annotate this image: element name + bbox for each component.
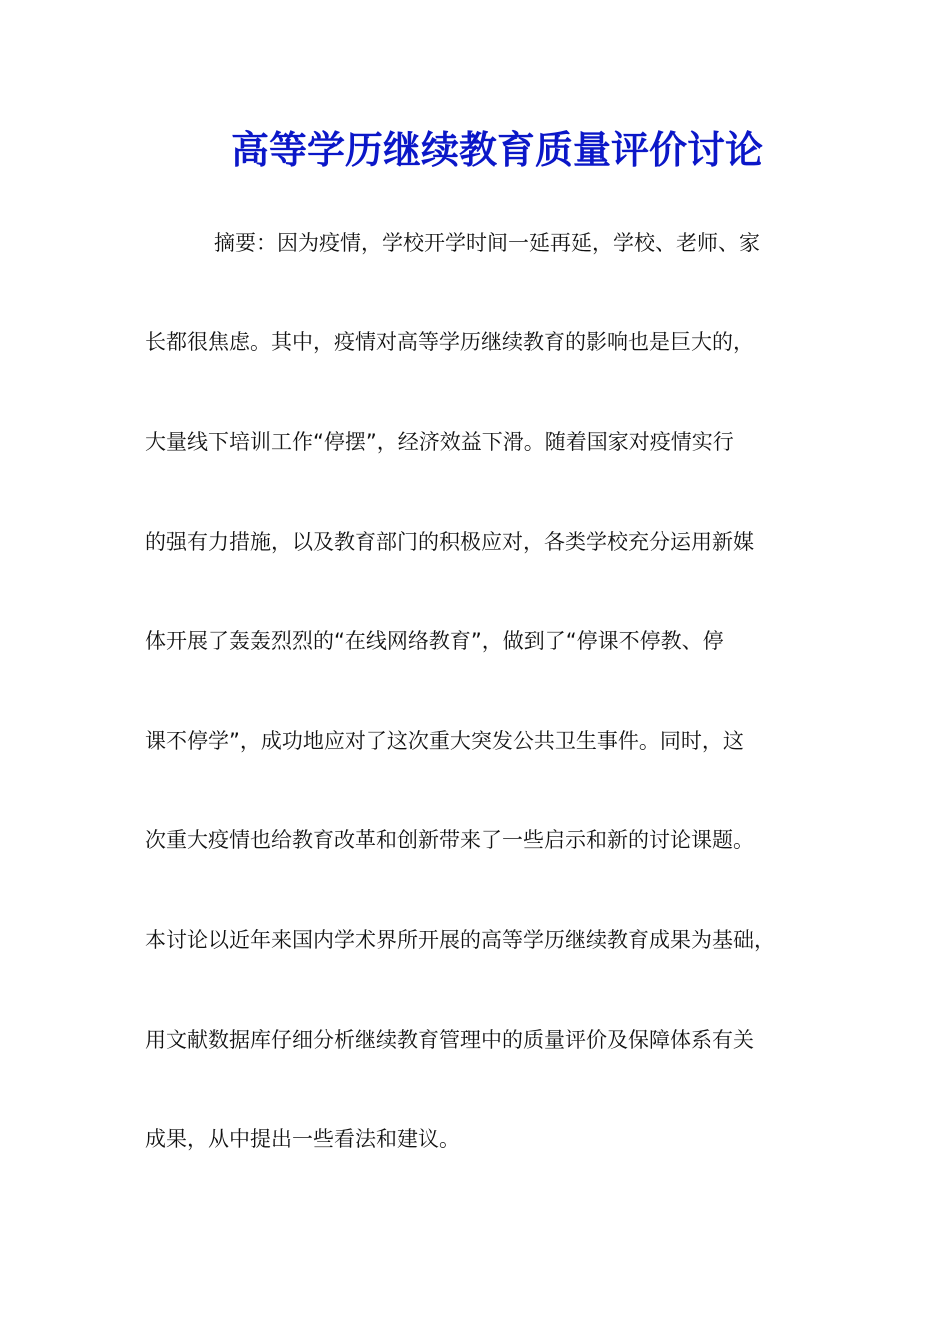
abstract-line: 成果，从中提出一些看法和建议。 [145,1127,460,1151]
abstract-line: 本讨论以近年来国内学术界所开展的高等学历继续教育成果为基础， [145,928,775,952]
abstract-line: 课不停学”，成功地应对了这次重大突发公共卫生事件。同时，这 [145,729,744,753]
abstract-line: 摘要：因为疫情，学校开学时间一延再延，学校、老师、家 [214,231,760,255]
abstract-line: 用文献数据库仔细分析继续教育管理中的质量评价及保障体系有关 [145,1028,754,1052]
abstract-line: 的强有力措施，以及教育部门的积极应对，各类学校充分运用新媒 [145,530,754,554]
abstract-line: 长都很焦虑。其中，疫情对高等学历继续教育的影响也是巨大的， [145,330,754,354]
abstract-line: 次重大疫情也给教育改革和创新带来了一些启示和新的讨论课题。 [145,828,754,852]
document-title: 高等学历继续教育质量评价讨论 [230,127,763,172]
abstract-line: 体开展了轰轰烈烈的“在线网络教育”，做到了“停课不停教、停 [145,629,724,653]
abstract-line: 大量线下培训工作“停摆”，经济效益下滑。随着国家对疫情实行 [145,430,734,454]
